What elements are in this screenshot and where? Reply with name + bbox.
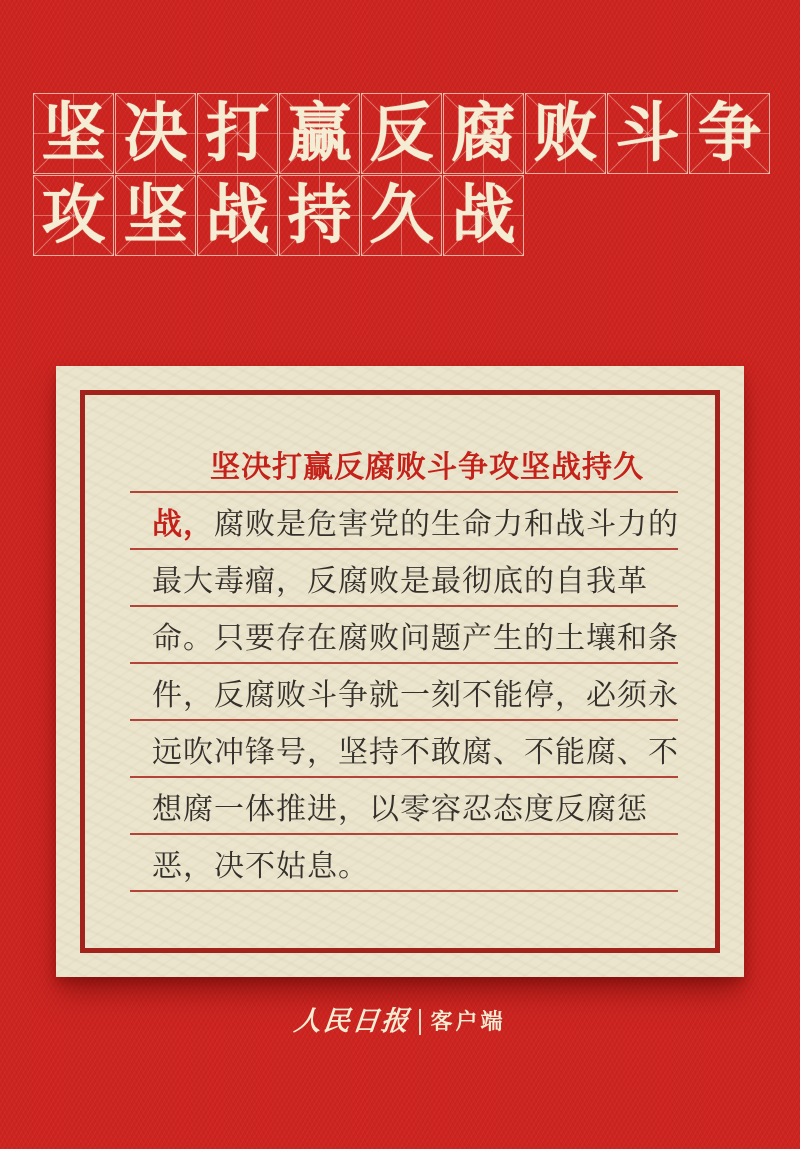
calligraphy-char: 决 [123,96,188,171]
text-line [130,664,678,721]
text-line [130,493,678,550]
calligraphy-char: 反 [369,96,434,171]
calligraphy-char: 败 [533,96,598,171]
text-line [130,436,678,493]
brand-footer [0,1008,800,1035]
calligraphy-char: 斗 [615,96,680,171]
calligraphy-char: 坚 [41,96,106,171]
calligraphy-char: 持 [287,178,352,253]
calligraphy-cell [115,175,196,256]
logo-divider-bar [419,1009,421,1035]
calligraphy-cell [607,93,688,174]
text-line [130,835,678,892]
calligraphy-cell [689,93,770,174]
calligraphy-cell [115,93,196,174]
calligraphy-cell [361,175,442,256]
article-text [130,436,678,892]
text-line [130,721,678,778]
calligraphy-cell [443,175,524,256]
calligraphy-cell [197,93,278,174]
lead-red-text: 战， [152,508,214,541]
client-label: 客户端 [430,1008,506,1034]
calligraphy-char: 争 [697,96,762,171]
calligraphy-cell [443,93,524,174]
calligraphy-cell [33,175,114,256]
calligraphy-cell [279,93,360,174]
notice-card [56,366,744,977]
calligraphy-char: 战 [451,178,516,253]
calligraphy-cell [197,175,278,256]
text-line [130,550,678,607]
text-line [130,778,678,835]
lead-red-text: 坚决打赢反腐败斗争攻坚战持久 [210,451,644,484]
calligraphy-row-1 [33,93,770,174]
body-text: 命。只要存在腐败问题产生的土壤和条 [152,622,679,655]
body-text: 远吹冲锋号，坚持不敢腐、不能腐、不 [152,736,679,769]
calligraphy-char: 攻 [41,178,106,253]
calligraphy-char: 腐 [451,96,516,171]
calligraphy-char: 久 [369,178,434,253]
body-text: 恶，决不姑息。 [152,850,369,883]
calligraphy-char: 坚 [123,178,188,253]
calligraphy-cell [525,93,606,174]
calligraphy-cell [361,93,442,174]
calligraphy-char: 打 [205,96,270,171]
calligraphy-row-2 [33,175,770,256]
calligraphy-banner [33,93,770,256]
peoples-daily-logo: 人民日报 [292,1006,413,1037]
text-line [130,607,678,664]
body-text: 件，反腐败斗争就一刻不能停，必须永 [152,679,679,712]
body-text: 最大毒瘤，反腐败是最彻底的自我革 [152,565,648,598]
calligraphy-char: 战 [205,178,270,253]
calligraphy-char: 赢 [287,96,352,171]
calligraphy-cell [279,175,360,256]
body-text: 腐败是危害党的生命力和战斗力的 [214,508,679,541]
body-text: 想腐一体推进，以零容忍态度反腐惩 [152,793,648,826]
calligraphy-cell [33,93,114,174]
